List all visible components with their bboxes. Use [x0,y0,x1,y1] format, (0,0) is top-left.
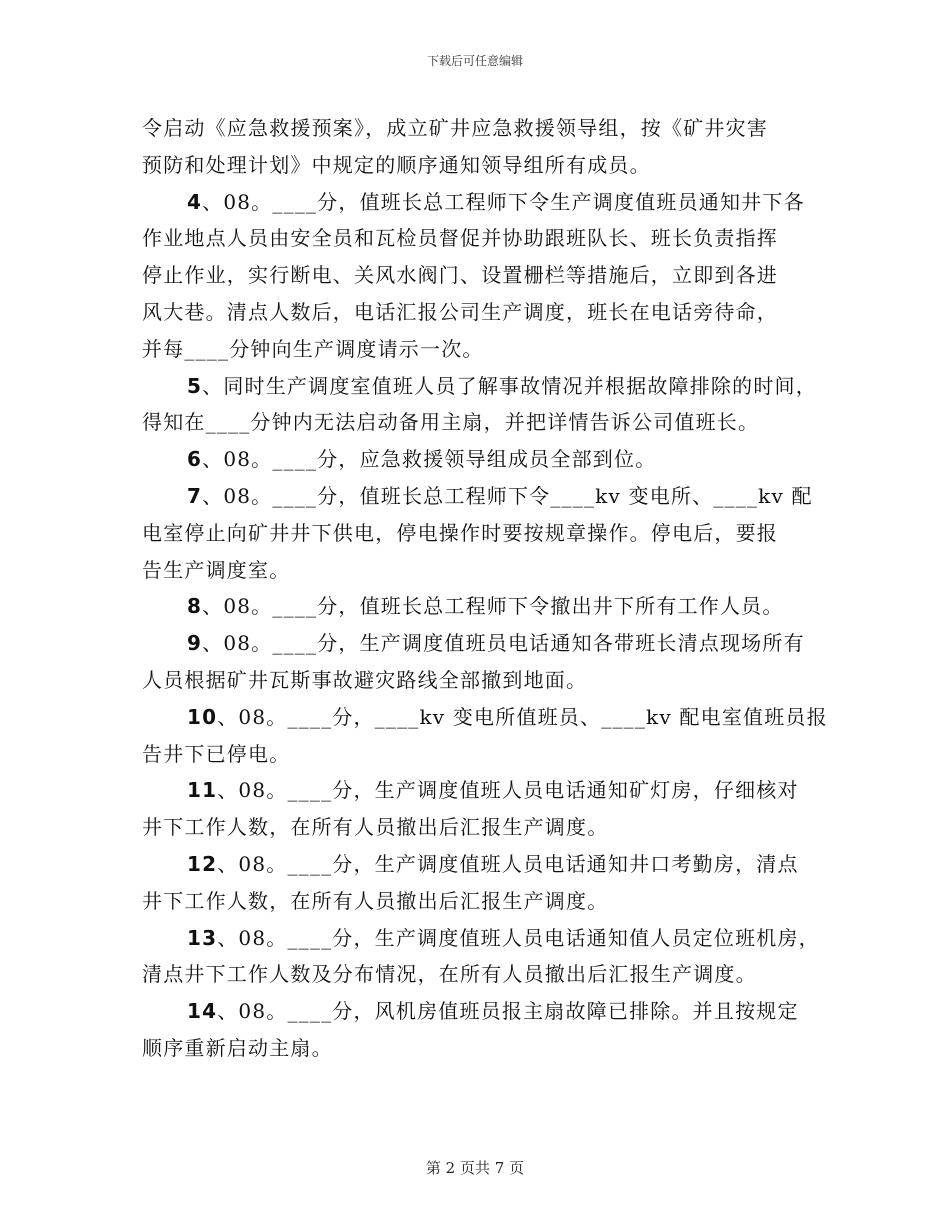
paragraph-line [142,993,822,1030]
paragraph-line [142,846,822,883]
paragraph-line [142,883,822,920]
line-text: 、同时生产调度室值班人员了解事故情况并根据故障排除的时间， [202,373,817,398]
line-text: 、08。____分，值班长总工程师下令生产调度值班员通知井下各 [202,189,805,214]
paragraph-line [142,552,822,589]
line-text: 、08。____分，生产调度值班人员电话通知井口考勤房，清点 [217,851,799,876]
line-text: 、08。____分，应急救援领导组成员全部到位。 [202,447,657,472]
item-number: 7 [187,483,203,508]
line-text: 预防和处理计划》中规定的顺序通知领导组所有成员。 [142,152,651,177]
paragraph-line [142,110,822,147]
document-body [142,110,828,1067]
line-text: 并每____分钟向生产调度请示一次。 [142,336,484,361]
paragraph-line [142,220,822,257]
line-text: 告井下已停电。 [142,741,291,766]
line-text: 得知在____分钟内无法启动备用主扇，并把详情告诉公司值班长。 [142,410,760,435]
item-number: 9 [187,631,203,656]
paragraph-line [142,294,822,331]
line-text: 、08。____分，生产调度值班员电话通知各带班长清点现场所有 [202,631,805,656]
line-text: 、08。____分，值班长总工程师下令撤出井下所有工作人员。 [202,594,784,619]
item-number: 5 [187,373,203,398]
line-text: 电室停止向矿井井下供电，停电操作时要按规章操作。停电后，要报 [142,520,778,545]
paragraph-line [142,662,822,699]
paragraph-line [142,736,822,773]
line-text: 、08。____分，生产调度值班人员电话通知矿灯房，仔细核对 [217,778,799,803]
paragraph-line [142,478,822,515]
line-text: 井下工作人数，在所有人员撤出后汇报生产调度。 [142,888,609,913]
line-text: 顺序重新启动主扇。 [142,1035,333,1060]
item-number: 12 [187,851,218,876]
line-text: 人员根据矿井瓦斯事故避灾路线全部撤到地面。 [142,667,588,692]
line-text: 停止作业，实行断电、关风水阀门、设置栅栏等措施后，立即到各进 [142,263,778,288]
line-text: 、08。____分，风机房值班员报主扇故障已排除。并且按规定 [217,999,799,1024]
paragraph-line [142,809,822,846]
paragraph-line [142,441,822,478]
paragraph-line [142,147,822,184]
paragraph-line [142,331,822,368]
item-number: 14 [187,999,218,1024]
paragraph-line [142,920,822,957]
line-text: 、08。____分，值班长总工程师下令____kv 变电所、____kv 配 [202,483,813,508]
page-footer: 第 2 页共 7 页 [425,1159,525,1177]
paragraph-line [142,515,822,552]
line-text: 风大巷。清点人数后，电话汇报公司生产调度，班长在电话旁待命， [142,299,778,324]
paragraph-line [142,184,822,221]
page-header: 下载后可任意编辑 [426,54,523,68]
paragraph-line [142,625,822,662]
paragraph-line [142,404,822,441]
line-text: 告生产调度室。 [142,557,291,582]
paragraph-line [142,588,822,625]
paragraph-line [142,1030,822,1067]
line-text: 、08。____分，____kv 变电所值班员、____kv 配电室值班员报 [217,704,828,729]
line-text: 作业地点人员由安全员和瓦检员督促并协助跟班队长、班长负责指挥 [142,226,778,251]
line-text: 井下工作人数，在所有人员撤出后汇报生产调度。 [142,815,609,840]
paragraph-line [142,368,822,405]
paragraph-line [142,956,822,993]
item-number: 13 [187,925,218,950]
item-number: 8 [187,594,203,619]
line-text: 清点井下工作人数及分布情况，在所有人员撤出后汇报生产调度。 [142,962,757,987]
line-text: 令启动《应急救援预案》，成立矿井应急救援领导组，按《矿井灾害 [142,116,768,140]
item-number: 6 [187,447,203,472]
paragraph-line [142,699,828,736]
paragraph-line [142,257,822,294]
line-text: 、08。____分，生产调度值班人员电话通知值人员定位班机房， [217,925,820,950]
paragraph-line [142,772,822,809]
item-number: 10 [187,704,218,729]
item-number: 4 [187,189,203,214]
item-number: 11 [187,778,218,803]
